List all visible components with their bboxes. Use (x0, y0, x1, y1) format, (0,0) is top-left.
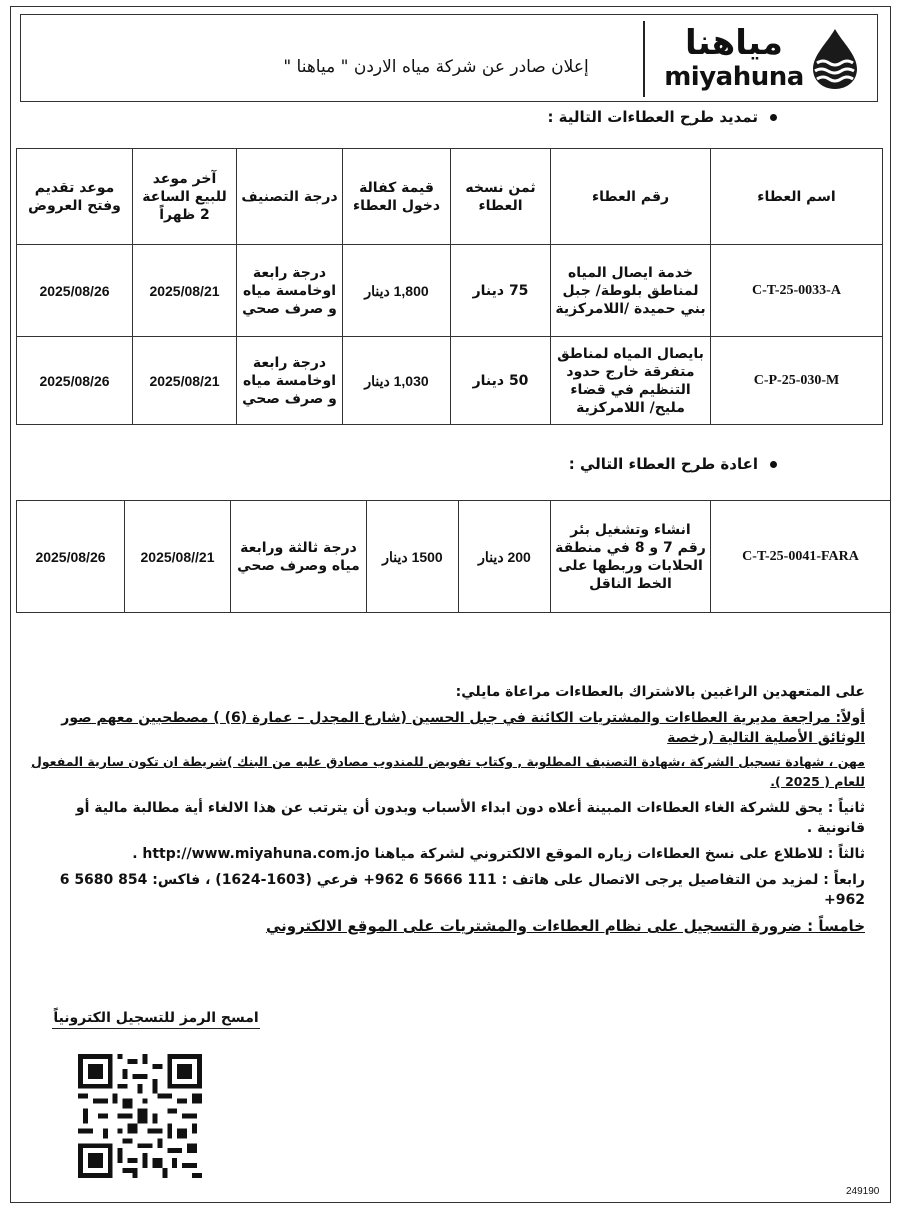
logo-divider (643, 21, 645, 97)
bullet-icon (770, 114, 777, 121)
logo-english: miyahuna (664, 62, 804, 92)
section2-title-text: اعادة طرح العطاء التالي : (568, 455, 758, 473)
miyahuna-logo (659, 23, 859, 95)
sale-deadline: 2025/08//21 (125, 501, 231, 613)
tender-code: C-P-25-030-M (711, 337, 883, 425)
header-guarantee: قيمة كفالة دخول العطاء (343, 149, 451, 245)
tender-code: C-T-25-0033-A (711, 245, 883, 337)
table-row (17, 337, 883, 425)
header-tender-number: رقم العطاء (551, 149, 711, 245)
qr-code-icon[interactable] (78, 1054, 202, 1178)
announcement-title: إعلان صادر عن شركة مياه الاردن " مياهنا " (283, 57, 589, 77)
table-row (17, 501, 891, 613)
header-sale-deadline: آخر موعد للبيع الساعة 2 ظهراً (133, 149, 237, 245)
tender-description: انشاء وتشغيل بئر رقم 7 و 8 في منطقة الحلابات وربطها على الخط الناقل (551, 501, 711, 613)
note-fourth: رابعاً : لمزيد من التفاصيل يرجى الاتصال على هاتف : 111 5666 6 962+ فرعي (1603-1624) ، فاكس: 854 5680 6 962+ (59, 872, 865, 908)
submission-date: 2025/08/26 (17, 245, 133, 337)
table-row (17, 245, 883, 337)
tenders-table (16, 148, 883, 425)
notes-section (25, 682, 865, 936)
header-box (20, 14, 878, 102)
classification: درجة رابعة اوخامسة مياه و صرف صحي (237, 337, 343, 425)
note-second: ثانياً : يحق للشركة الغاء العطاءات المبينة أعلاه دون ابداء الأسباب وبدون أن يترتب عن هذا الالغاء أية مطالبة مالية أو قانونية . (75, 800, 865, 836)
guarantee-value: 1500 دينار (367, 501, 459, 613)
copy-price: 200 دينار (459, 501, 551, 613)
sale-deadline: 2025/08/21 (133, 245, 237, 337)
water-drop-icon (809, 27, 861, 91)
copy-price: 50 دينار (451, 337, 551, 425)
guarantee-value: 1,030 دينار (343, 337, 451, 425)
header-submission-date: موعد تقديم وفتح العروض (17, 149, 133, 245)
note-fifth: خامساً : ضرورة التسجيل على نظام العطاءات والمشتريات على الموقع الالكتروني (265, 917, 865, 935)
note-first-line2: مهن ، شهادة تسجيل الشركة ،شهادة التصنيف المطلوبة , وكتاب تفويض للمندوب مصادق عليه من البنك )شريطة ان تكون سارية المفعول للعام ( 2025 ). (30, 754, 865, 789)
header-tender-name: اسم العطاء (711, 149, 883, 245)
header-classification: درجة التصنيف (237, 149, 343, 245)
tender-description: بايصال المياه لمناطق متفرقة خارج حدود التنظيم في قضاء مليح/ اللامركزية (551, 337, 711, 425)
note-first-line1: أولاً: مراجعة مديرية العطاءات والمشتريات الكائنة في جبل الحسين (شارع المجدل – عمارة (6) ) مصطحبين معهم صور الوثائق الأصلية التالية (رخصة (61, 710, 865, 746)
reference-number: 249190 (846, 1186, 880, 1197)
classification: درجة رابعة اوخامسة مياه و صرف صحي (237, 245, 343, 337)
tender-description: خدمة ايصال المياه لمناطق بلوطة/ جبل بني حميدة /اللامركزية (551, 245, 711, 337)
guarantee-value: 1,800 دينار (343, 245, 451, 337)
section1-title (547, 108, 777, 126)
classification: درجة ثالثة ورابعة مياه وصرف صحي (231, 501, 367, 613)
copy-price: 75 دينار (451, 245, 551, 337)
tender-code: C-T-25-0041-FARA (711, 501, 891, 613)
header-copy-price: ثمن نسخه العطاء (451, 149, 551, 245)
section1-title-text: تمديد طرح العطاءات التالية : (547, 108, 758, 126)
bullet-icon (770, 461, 777, 468)
retender-table (16, 500, 891, 613)
sale-deadline: 2025/08/21 (133, 337, 237, 425)
section2-title (569, 455, 777, 473)
table-header-row (17, 149, 883, 245)
scan-label: امسح الرمز للتسجيل الكترونياً (52, 1010, 260, 1029)
notes-intro: على المتعهدين الراغبين بالاشتراك بالعطاءات مراعاة مايلي: (455, 684, 865, 700)
submission-date: 2025/08/26 (17, 501, 125, 613)
note-third: ثالثاً : للاطلاع على نسخ العطاءات زياره الموقع الالكتروني لشركة مياهنا http://www.miyahuna.com.jo . (132, 846, 865, 862)
logo-arabic: مياهنا (685, 23, 783, 63)
submission-date: 2025/08/26 (17, 337, 133, 425)
